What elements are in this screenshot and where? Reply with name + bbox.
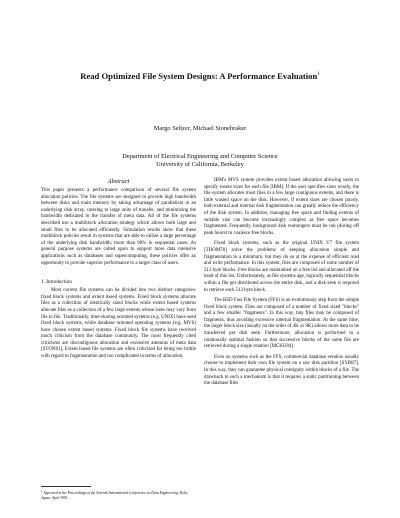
footnote [41,489,196,501]
intro-paragraph: Most current file systems can be divided into two distinct categories: fixed block systems and extent based systems. Fixed block systems allocate files as a collection of identically sized blocks while extent based systems allocate files as a collection of a few large extents whose sizes may vary from file to file. Traditionally, time-sharing oriented systems (e.g. UNIX) have used fixed block systems, while database oriented operating systems (e.g. MVS) have chosen extent based systems. Fixed block file systems have received much criticism from the database community. The most frequently cited criticisms are discontiguous allocation and excessive amounts of meta data [STON81]. Extent based file systems are often criticized for being too brittle with regard to fragmentation and too complicated in terms of allocation. [41,288,196,360]
left-column [41,178,196,365]
affiliation-department: Department of Electrical Engineering and Computer Science [122,153,278,160]
footnote-divider [41,486,91,487]
right-column [204,178,359,392]
body-paragraph-bsd-ffs: The BSD Fast File System (FFS) is an evolutionary step from the simple fixed block system. Files are composed of a number of fixed sized "blocks" and a few smaller "fragments". In this way, tiny files may be composed of fragments, thus avoiding excessive internal fragmentation. At the same time, the larger block size (usually on the order of 4K or 8K) allows more data to be transferred per disk seek. Furthermore, allocation is performed in a rotationally optimal fashion so that successive blocks of the same file are retrieved during a single rotation [MCKU84]. [204,298,359,350]
body-paragraph-unix-v7: Fixed block systems, such as the original UNIX V7 file system [THOM78] solve the problems of keeping allocation simple and fragmentation to a minimum, but they do so at the expense of efficient read and write performance. In this system, files are composed of some number of 512 byte blocks. Free blocks are maintained on a free list and allocated off the head of this list. Unfortunately, as file systems age, logically sequential blocks within a file get distributed across the entire disk, and a disk seek is required to retrieve each 512 byte block. [204,241,359,293]
paper-title [20,69,380,82]
affiliation-university: University of California, Berkeley [156,161,244,168]
footnote-text: Appeared in the Proceedings of the Seventh International Conference on Data Engineering, Kobe, Japan, April 1991. [41,491,189,500]
affiliation [20,153,380,169]
author-list: Margo Seltzer, Michael Stonebraker [153,125,247,132]
body-paragraph-database: Even on systems such as the FFS, commercial database vendors usually choose to implement their own file system on a raw disk partition [SYB87]. In this way, they can guarantee physical contiguity within blocks of a file. The drawback to such a mechanism is that it requires a static partitioning between the database files [204,354,359,387]
body-paragraph-mvs: IBM's MVS system provides extent based allocation allowing users to specify extent sizes for each file [IBM]. If the user specifies sizes wisely, the file system allocates most files in a few large contiguous extents, and there is little wasted space on the disk. However, if extent sizes are chosen poorly, both external and internal disk fragmentation can greatly reduce the efficiency of the disk system. In addition, managing free space and finding extents of suitable size can become increasingly complex as free space becomes fragmented. Frequently, background disk rearrangers must be run (during off peak hours) to coalesce free blocks. [204,178,359,236]
paper-title-text: Read Optimized File System Designs: A Performance Evaluation [80,70,318,81]
title-footnote-mark: 1 [317,72,320,77]
footnote-mark: 1 [41,489,43,493]
abstract-paragraph: This paper presents a performance comparison of several file system allocation policies. The file systems are designed to provide high bandwidth between disks and main memory by taking advantage of parallelism in an underlying disk array, catering to large units of transfer, and minimizing the bandwidth dedicated to the transfer of meta data. All of the file systems described use a multiblock allocation strategy which allows both large and small files to be allocated efficiently. Simulation results show that these multiblock policies result in systems that are able to utilize a large percentage of the underlying disk bandwidth; more than 90% in sequential cases. As general purpose systems are called upon to support more data intensive applications such as databases and supercomputing, these policies offer an opportunity to provide superior performance to a larger class of users. [41,188,196,266]
abstract-heading: Abstract [107,178,130,185]
section-heading-introduction: 1. Introduction [41,279,72,286]
